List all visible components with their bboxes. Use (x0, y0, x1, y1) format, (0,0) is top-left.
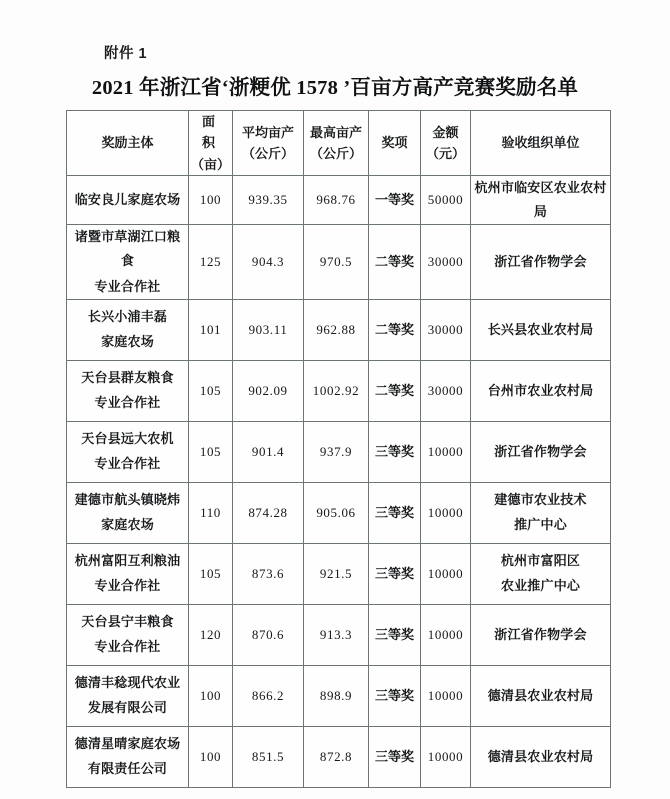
cell-max-yield-line: 1002.92 (312, 382, 360, 398)
cell-amount-line: 10000 (427, 626, 464, 642)
column-header-max-yield-unit: （公斤） (309, 146, 362, 162)
cell-average-yield-line: 904.3 (251, 253, 285, 269)
table-row (67, 421, 611, 482)
cell-prize (369, 543, 421, 604)
cell-subject-line: 有限责任公司 (87, 761, 168, 777)
cell-average-yield-line: 870.6 (251, 626, 285, 642)
cell-subject-line: 天台县宁丰粮食 (81, 614, 174, 629)
column-header-average-yield (233, 111, 304, 176)
cell-amount (421, 726, 471, 787)
table-row (67, 482, 611, 543)
cell-area (189, 604, 233, 665)
cell-subject-line: 专业合作社 (94, 395, 161, 411)
cell-organization (471, 360, 611, 421)
cell-organization-line: 杭州市临安区农业农村局 (474, 180, 607, 220)
cell-average-yield (233, 604, 304, 665)
cell-average-yield-line: 901.4 (251, 443, 285, 459)
column-header-amount-label: 金额 (432, 124, 459, 140)
cell-max-yield-line: 968.76 (316, 192, 356, 208)
cell-max-yield-line: 970.5 (319, 253, 353, 269)
cell-max-yield-line: 913.3 (319, 626, 353, 642)
cell-subject-line: 建德市航头镇晓炜 (74, 492, 181, 507)
cell-area-line: 120 (199, 626, 222, 642)
cell-prize (369, 604, 421, 665)
cell-max-yield (304, 360, 369, 421)
cell-max-yield (304, 482, 369, 543)
cell-area-line: 100 (199, 192, 222, 208)
cell-subject (67, 176, 189, 225)
cell-max-yield (304, 543, 369, 604)
cell-subject-line: 诸暨市草湖江口粮食 (74, 229, 181, 269)
cell-max-yield (304, 604, 369, 665)
column-header-subject-label: 奖励主体 (101, 135, 154, 151)
cell-organization-line: 浙江省作物学会 (494, 443, 587, 459)
cell-average-yield-line: 939.35 (248, 192, 288, 208)
table-row (67, 726, 611, 787)
column-header-max-yield (304, 111, 369, 176)
cell-subject-line: 专业合作社 (94, 278, 161, 294)
column-header-amount (421, 111, 471, 176)
table-row (67, 543, 611, 604)
cell-prize (369, 421, 421, 482)
cell-max-yield (304, 225, 369, 299)
cell-organization (471, 299, 611, 360)
cell-subject-line: 专业合作社 (94, 456, 161, 472)
cell-average-yield-line: 873.6 (251, 565, 285, 581)
cell-organization-line: 德清县农业农村局 (487, 748, 594, 764)
cell-area (189, 225, 233, 299)
cell-area (189, 482, 233, 543)
cell-average-yield (233, 299, 304, 360)
cell-average-yield-line: 851.5 (251, 748, 285, 764)
cell-amount-line: 10000 (427, 565, 464, 581)
award-table (66, 110, 611, 788)
column-header-max-yield-label: 最高亩产 (309, 124, 362, 140)
cell-area-line: 105 (199, 443, 222, 459)
cell-prize (369, 482, 421, 543)
cell-area-line: 100 (199, 748, 222, 764)
cell-amount (421, 360, 471, 421)
cell-subject (67, 482, 189, 543)
cell-organization (471, 726, 611, 787)
cell-organization-line: 建德市农业技术 (494, 492, 587, 507)
column-header-prize-label: 奖项 (381, 135, 408, 151)
column-header-area (189, 111, 233, 176)
cell-organization-line: 推广中心 (514, 517, 567, 533)
cell-amount (421, 543, 471, 604)
table-row (67, 360, 611, 421)
column-header-organization-label: 验收组织单位 (501, 135, 580, 151)
cell-max-yield (304, 665, 369, 726)
cell-average-yield (233, 665, 304, 726)
cell-max-yield (304, 299, 369, 360)
cell-average-yield (233, 421, 304, 482)
cell-amount-line: 30000 (427, 321, 464, 337)
cell-subject (67, 543, 189, 604)
cell-prize-line: 三等奖 (374, 748, 414, 764)
cell-subject (67, 225, 189, 299)
cell-subject-line: 专业合作社 (94, 578, 161, 594)
cell-prize-line: 三等奖 (374, 626, 414, 642)
cell-organization-line: 长兴县农业农村局 (487, 321, 594, 337)
cell-subject (67, 299, 189, 360)
cell-max-yield (304, 421, 369, 482)
cell-amount (421, 421, 471, 482)
cell-organization (471, 482, 611, 543)
cell-amount (421, 665, 471, 726)
table-row (67, 299, 611, 360)
cell-amount (421, 176, 471, 225)
cell-average-yield-line: 874.28 (248, 504, 288, 520)
cell-average-yield (233, 360, 304, 421)
cell-subject (67, 604, 189, 665)
cell-average-yield-line: 866.2 (251, 687, 285, 703)
cell-organization (471, 176, 611, 225)
cell-amount (421, 604, 471, 665)
column-header-average-yield-unit: （公斤） (241, 146, 294, 162)
column-header-prize (369, 111, 421, 176)
cell-max-yield-line: 898.9 (319, 687, 353, 703)
cell-max-yield (304, 726, 369, 787)
cell-subject-line: 家庭农场 (101, 334, 154, 350)
cell-amount-line: 10000 (427, 748, 464, 764)
column-header-area-unit: （亩） (191, 156, 231, 172)
table-header-row (67, 111, 611, 176)
cell-area (189, 360, 233, 421)
cell-area-line: 110 (200, 504, 221, 520)
cell-max-yield (304, 176, 369, 225)
cell-prize (369, 299, 421, 360)
table-row (67, 665, 611, 726)
cell-prize (369, 176, 421, 225)
cell-max-yield-line: 962.88 (316, 321, 356, 337)
cell-subject-line: 杭州富阳互利粮油 (74, 553, 181, 568)
cell-prize (369, 360, 421, 421)
cell-subject-line: 德清丰稔现代农业 (74, 675, 181, 690)
cell-subject-line: 长兴小浦丰磊 (87, 309, 168, 324)
cell-amount (421, 482, 471, 543)
cell-prize-line: 二等奖 (374, 382, 414, 398)
cell-area (189, 299, 233, 360)
cell-organization-line: 浙江省作物学会 (494, 253, 587, 269)
cell-area (189, 421, 233, 482)
cell-subject-line: 家庭农场 (101, 517, 154, 533)
cell-prize-line: 三等奖 (374, 443, 414, 459)
cell-prize-line: 三等奖 (374, 565, 414, 581)
cell-organization (471, 543, 611, 604)
cell-prize (369, 665, 421, 726)
cell-organization-line: 德清县农业农村局 (487, 687, 594, 703)
cell-subject-line: 德清星晴家庭农场 (74, 736, 181, 751)
cell-subject-line: 临安良儿家庭农场 (74, 192, 181, 208)
cell-max-yield-line: 937.9 (319, 443, 353, 459)
cell-amount-line: 10000 (427, 443, 464, 459)
table-header (67, 111, 611, 176)
cell-amount (421, 299, 471, 360)
cell-subject-line: 天台县远大农机 (81, 431, 174, 446)
cell-organization (471, 421, 611, 482)
cell-max-yield-line: 921.5 (319, 565, 353, 581)
table-row (67, 225, 611, 299)
cell-average-yield (233, 726, 304, 787)
cell-subject-line: 专业合作社 (94, 639, 161, 655)
column-header-amount-unit: （元） (425, 146, 465, 162)
cell-subject (67, 360, 189, 421)
table-body (67, 176, 611, 787)
cell-amount-line: 50000 (427, 192, 464, 208)
cell-prize (369, 225, 421, 299)
cell-prize-line: 三等奖 (374, 687, 414, 703)
cell-average-yield (233, 543, 304, 604)
column-header-subject (67, 111, 189, 176)
page-title: 2021 年浙江省‘浙粳优 1578 ’百亩方高产竞赛奖励名单 (91, 77, 579, 99)
cell-prize-line: 二等奖 (374, 321, 414, 337)
cell-area (189, 665, 233, 726)
cell-organization-line: 台州市农业农村局 (487, 382, 594, 398)
column-header-area-label: 面 积 (201, 114, 219, 151)
cell-subject (67, 665, 189, 726)
cell-prize-line: 一等奖 (374, 192, 414, 208)
cell-area-line: 100 (199, 687, 222, 703)
cell-organization-line: 杭州市富阳区 (500, 553, 581, 568)
cell-area-line: 125 (199, 253, 222, 269)
cell-max-yield-line: 872.8 (319, 748, 353, 764)
cell-area (189, 543, 233, 604)
cell-area (189, 176, 233, 225)
cell-organization-line: 农业推广中心 (500, 578, 581, 594)
column-header-organization (471, 111, 611, 176)
cell-max-yield-line: 905.06 (316, 504, 356, 520)
cell-average-yield (233, 225, 304, 299)
cell-amount (421, 225, 471, 299)
cell-area (189, 726, 233, 787)
table-row (67, 604, 611, 665)
cell-prize-line: 二等奖 (374, 253, 414, 269)
cell-amount-line: 30000 (427, 253, 464, 269)
cell-prize (369, 726, 421, 787)
cell-organization (471, 604, 611, 665)
cell-subject-line: 天台县群友粮食 (81, 370, 174, 385)
cell-average-yield-line: 903.11 (248, 321, 288, 337)
cell-area-line: 105 (199, 565, 222, 581)
cell-area-line: 101 (199, 321, 222, 337)
cell-subject-line: 发展有限公司 (87, 700, 168, 716)
award-table-container (66, 110, 610, 788)
cell-amount-line: 30000 (427, 382, 464, 398)
table-row (67, 176, 611, 225)
cell-area-line: 105 (199, 382, 222, 398)
cell-organization (471, 225, 611, 299)
cell-average-yield (233, 482, 304, 543)
attachment-label: 附件 1 (104, 46, 148, 62)
cell-prize-line: 三等奖 (374, 504, 414, 520)
cell-organization (471, 665, 611, 726)
cell-average-yield-line: 902.09 (248, 382, 288, 398)
column-header-average-yield-label: 平均亩产 (241, 124, 294, 140)
cell-organization-line: 浙江省作物学会 (494, 626, 587, 642)
cell-average-yield (233, 176, 304, 225)
cell-subject (67, 421, 189, 482)
cell-amount-line: 10000 (427, 687, 464, 703)
cell-amount-line: 10000 (427, 504, 464, 520)
cell-subject (67, 726, 189, 787)
